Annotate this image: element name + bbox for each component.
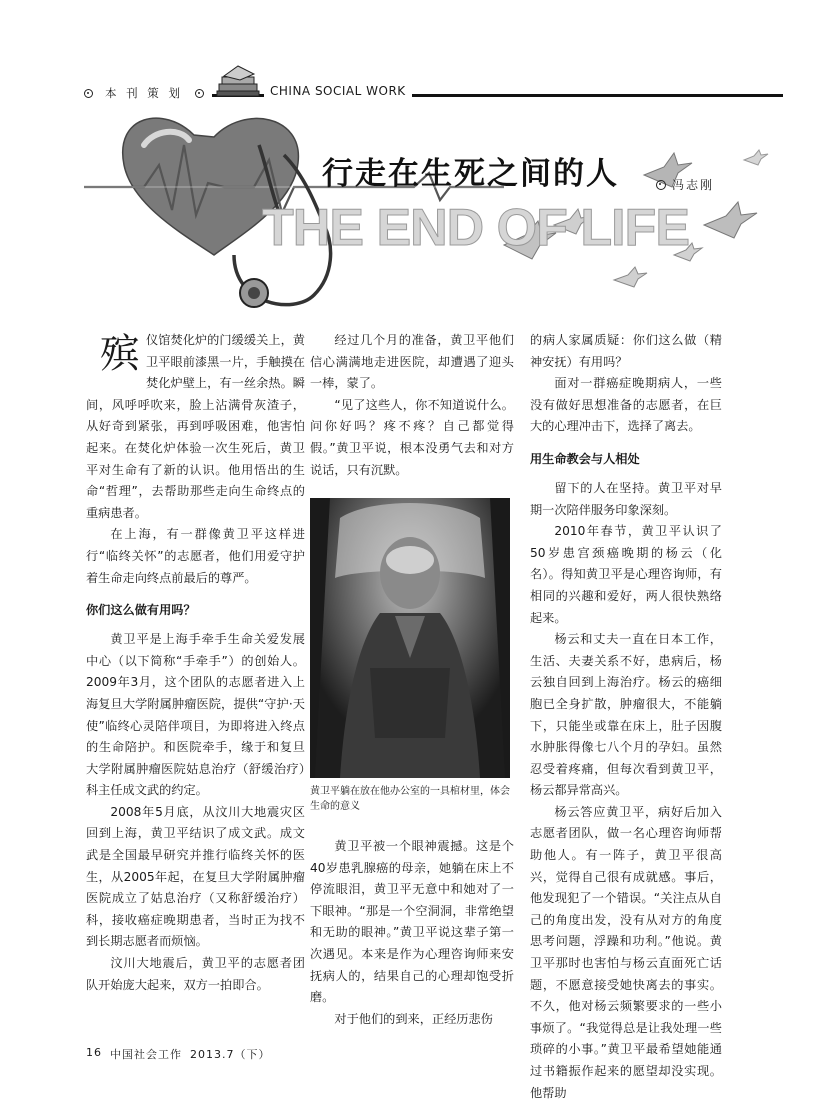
- paragraph: 对于他们的到来，正经历悲伤: [334, 1011, 493, 1026]
- footer-magazine-name: 中国社会工作: [110, 1048, 182, 1061]
- lead-paragraph: 殡仪馆焚化炉的门缓缓关上，黄卫平眼前漆黑一片，手触摸在焚化炉壁上，有一丝余热。瞬间，风呼呼吹来，脸上沾满骨灰渣子，从好奇到紧张，再到呼吸困难，他害怕起来。在焚化炉体验一次生死后，黄卫平对生命有了新的认识。他用悟出的生命“哲理”，去帮助那些走向生命终点的重病患者。: [86, 331, 305, 520]
- paragraph: 杨云答应黄卫平，病好后加入志愿者团队，做一名心理咨询师帮助他人。有一阵子，黄卫平很高兴，觉得自己很有成就感。事后，他发现犯了一个错误。“关注点从自己的角度出发，没有从对方的角度思考问题，浮躁和功利。”他说。黄卫平那时也害怕与杨云直面死亡话题，不愿意接受她快离去的事实。不久，他对杨云频繁要求的一些小事烦了。“我觉得总是让我处理一些琐碎的小事。”黄卫平最希望她能通过书籍振作起来的愿望却没实现。他帮助: [530, 804, 722, 1100]
- bullet-icon: [84, 89, 93, 98]
- paragraph: 杨云和丈夫一直在日本工作，生活、夫妻关系不好，患病后，杨云独自回到上海治疗。杨云的癌细胞已全身扩散，肿瘤很大，不能躺下，只能坐或靠在床上，肚子因腹水肿胀得像七八个月的孕妇。虽然忍受着疼痛，但每次看到黄卫平，杨云都异常高兴。: [530, 632, 722, 798]
- magazine-name-en: CHINA SOCIAL WORK: [264, 84, 412, 98]
- page-number: 16: [86, 1046, 102, 1059]
- article-title: 行走在生死之间的人: [322, 156, 619, 192]
- column-2-bottom: [310, 836, 514, 1030]
- paragraph: 黄卫平被一个眼神震撼。这是个40岁患乳腺癌的母亲，她躺在床上不停流眼泪，黄卫平无意中和她对了一下眼神。“那是一个空洞洞，非常绝望和无助的眼神。”黄卫平说这辈子第一次遇见。本来是作为心理咨询师来安抚病人的，结果自己的心理却饱受折磨。: [310, 839, 514, 1005]
- paragraph: 2010年春节，黄卫平认识了50岁患宫颈癌晚期的杨云（化名）。得知黄卫平是心理咨询师，有相同的兴趣和爱好，两人很快熟络起来。: [530, 524, 722, 625]
- paragraph: 2008年5月底，从汶川大地震灾区回到上海，黄卫平结识了成文武。成文武是全国最早研究并推行临终关怀的医生，从2005年起，在复旦大学附属肿瘤医院成立了姑息治疗（又称舒缓治疗）科，接收癌症晚期患者，当时正为找不到长期志愿者而烦恼。: [86, 804, 305, 949]
- banner-english-title: THE END OF LIFE: [262, 199, 689, 257]
- page-footer: [86, 1046, 271, 1062]
- subheading: 你们这么做有用吗？: [86, 603, 196, 618]
- paragraph: 汶川大地震后，黄卫平的志愿者团队开始庞大起来，双方一拍即合。: [86, 956, 305, 992]
- section-label: 本 刊 策 划: [105, 86, 183, 100]
- paragraph: 留下的人在坚持。黄卫平对早期一次陪伴服务印象深刻。: [530, 480, 722, 517]
- author-name: 冯志刚: [672, 178, 715, 192]
- column-3: [530, 330, 722, 1100]
- author-byline: [656, 176, 714, 193]
- bullet-icon: [195, 89, 204, 98]
- books-logo-icon: [216, 62, 260, 100]
- subheading: 用生命教会与人相处: [530, 451, 640, 466]
- issue-date: 2013.7（下）: [190, 1048, 271, 1061]
- column-2-top: [310, 330, 514, 481]
- paragraph: 黄卫平是上海手牵手生命关爱发展中心（以下简称“手牵手”）的创始人。2009年3月，这个团队的志愿者进入上海复旦大学附属肿瘤医院，提供“守护·天使”临终心灵陪伴项目，为即将进入终点的生命陪护。和医院牵手，缘于和复旦大学附属肿瘤医院姑息治疗（舒缓治疗）科主任成文武的约定。: [86, 632, 305, 798]
- article-photo: [310, 498, 510, 778]
- paragraph: 经过几个月的准备，黄卫平他们信心满满地走进医院，却遭遇了迎头一棒，蒙了。: [310, 333, 514, 391]
- paragraph: 在上海，有一群像黄卫平这样进行“临终关怀”的志愿者，他们用爱守护着生命走向终点前最后的尊严。: [86, 527, 305, 585]
- paragraph: “见了这些人，你不知道说什么。问你好吗？疼不疼？自己都觉得假。”黄卫平说，根本没勇气去和对方说话，只有沉默。: [310, 397, 514, 477]
- section-header: [84, 82, 212, 104]
- dropcap: 殡: [100, 331, 140, 377]
- column-1: [86, 330, 305, 996]
- photo-man-in-coffin: [310, 498, 510, 778]
- paragraph: 的病人家属质疑：你们这么做（精神安抚）有用吗？: [530, 333, 722, 369]
- bullet-icon: [656, 180, 666, 190]
- paragraph: 面对一群癌症晚期病人，一些没有做好思想准备的志愿者，在巨大的心理冲击下，选择了离去。: [530, 376, 722, 434]
- photo-caption: 黄卫平躺在放在他办公室的一具棺材里，体会生命的意义: [310, 786, 510, 812]
